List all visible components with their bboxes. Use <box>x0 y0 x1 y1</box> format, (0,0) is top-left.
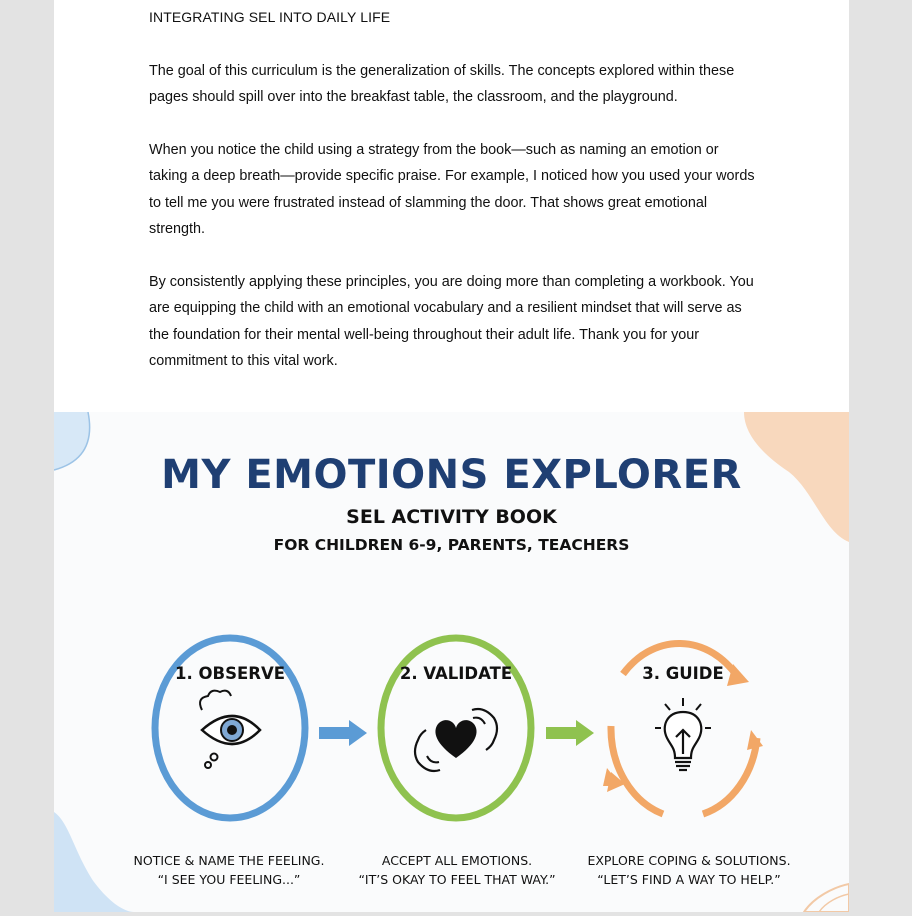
step-label-validate: 2. VALIDATE <box>399 664 513 683</box>
caption-guide-line2: “LET’S FIND A WAY TO HELP.” <box>597 872 781 887</box>
caption-validate-line1: ACCEPT ALL EMOTIONS. <box>381 853 533 868</box>
paragraph-praise: When you notice the child using a strategy from the book—such as naming an emotion or taking a deep breath—provide specific praise. For example, I noticed how you used your words to tell me you were frustrated instead of slamming the door. That shows great emotional strength. <box>149 142 755 237</box>
poster-audience: FOR CHILDREN 6-9, PARENTS, TEACHERS <box>273 536 630 554</box>
step-label-guide: 3. GUIDE <box>642 664 724 683</box>
heart-hands-icon <box>415 709 497 771</box>
document-page <box>54 0 849 912</box>
arrow-right-icon <box>319 720 369 746</box>
caption-guide <box>574 851 804 889</box>
caption-validate <box>342 851 572 889</box>
caption-observe-line2: “I SEE YOU FEELING...” <box>157 872 301 887</box>
caption-guide-line1: EXPLORE COPING & SOLUTIONS. <box>587 853 791 868</box>
step-guide <box>603 634 763 826</box>
caption-validate-line2: “IT’S OKAY TO FEEL THAT WAY.” <box>358 872 556 887</box>
paragraph-generalization: The goal of this curriculum is the generalization of skills. The concepts explored within these pages should spill over into the breakfast table, the classroom, and the playground. <box>149 63 735 106</box>
step-label-observe: 1. OBSERVE <box>175 664 285 683</box>
caption-observe-line1: NOTICE & NAME THE FEELING. <box>133 853 325 868</box>
section-heading: INTEGRATING SEL INTO DAILY LIFE <box>149 9 391 25</box>
poster-title: MY EMOTIONS EXPLORER <box>161 452 742 498</box>
poster-subtitle: SEL ACTIVITY BOOK <box>346 506 557 528</box>
arrow-right-icon <box>546 720 596 746</box>
caption-observe <box>114 851 344 889</box>
paragraph-closing: By consistently applying these principles, you are doing more than completing a workbook. You are equipping the child with an emotional vocabulary and a resilient mindset that will serve as the foundation for their mental well-being throughout their adult life. Thank you for your commitment to this vital work. <box>149 274 754 369</box>
step-observe <box>150 634 310 826</box>
eye-icon <box>200 691 260 768</box>
poster-image <box>54 412 849 912</box>
step-validate <box>376 634 536 826</box>
lightbulb-icon <box>655 698 711 770</box>
